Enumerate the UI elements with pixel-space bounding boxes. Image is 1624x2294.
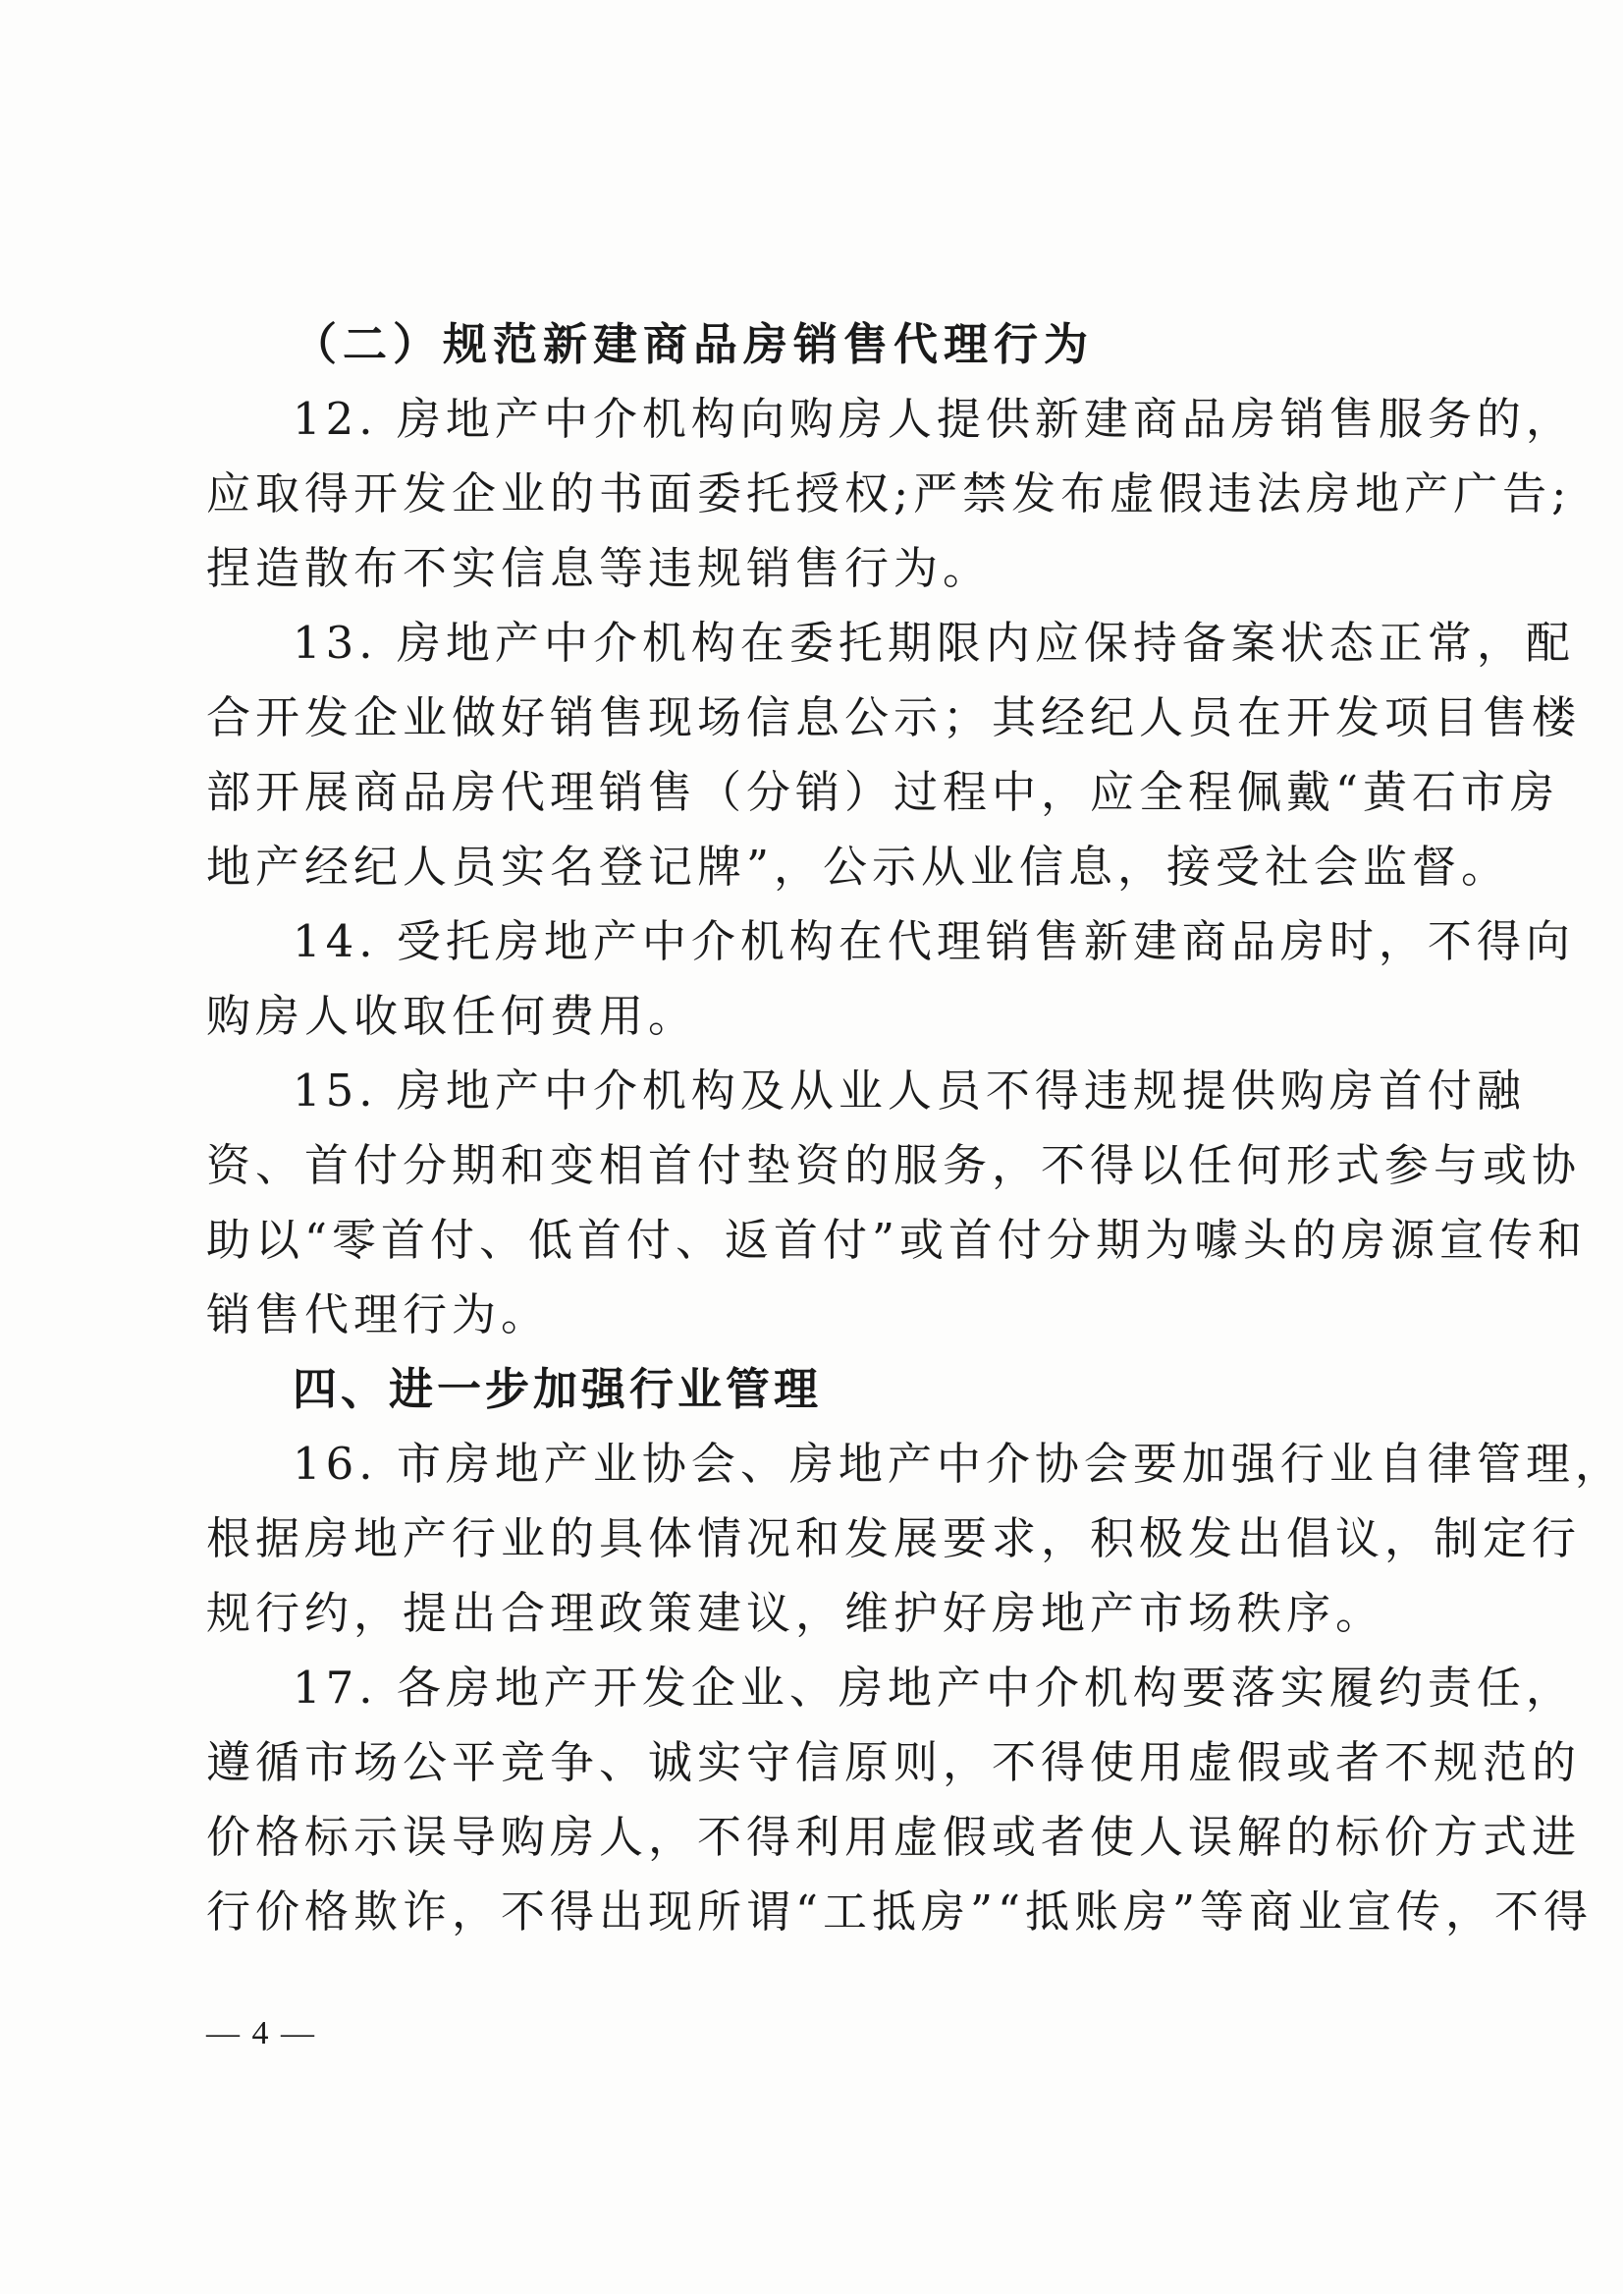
paragraph-line: 合开发企业做好销售现场信息公示；其经纪人员在开发项目售楼 <box>206 691 1582 743</box>
page-number: — 4 — <box>206 2015 316 2051</box>
paragraph-line: 15. 房地产中介机构及从业人员不得违规提供购房首付融 <box>293 1065 1526 1117</box>
paragraph-line: 应取得开发企业的书面委托授权;严禁发布虚假违法房地产广告; <box>206 467 1572 519</box>
paragraph-line: 购房人收取任何费用。 <box>206 990 698 1042</box>
paragraph-line: 13. 房地产中介机构在委托期限内应保持备案状态正常，配 <box>293 617 1575 669</box>
paragraph-line: 规行约，提出合理政策建议，维护好房地产市场秩序。 <box>206 1587 1385 1639</box>
paragraph-line: 根据房地产行业的具体情况和发展要求，积极发出倡议，制定行 <box>206 1512 1582 1564</box>
paragraph-line: 捏造散布不实信息等违规销售行为。 <box>206 542 993 594</box>
paragraph-line: 16. 市房地产业协会、房地产中介协会要加强行业自律管理， <box>293 1438 1624 1490</box>
paragraph-line: 地产经纪人员实名登记牌”，公示从业信息，接受社会监督。 <box>206 841 1511 893</box>
paragraph-line: 价格标示误导购房人，不得利用虚假或者使人误解的标价方式进 <box>206 1811 1582 1863</box>
paragraph-line: 助以“零首付、低首付、返首付”或首付分期为噱头的房源宣传和 <box>206 1214 1588 1266</box>
paragraph-line: 14. 受托房地产中介机构在代理销售新建商品房时，不得向 <box>293 915 1575 967</box>
paragraph-line: 行价格欺诈，不得出现所谓“工抵房”“抵账房”等商业宣传，不得 <box>206 1885 1594 1938</box>
paragraph-line: 遵循市场公平竞争、诚实守信原则，不得使用虚假或者不规范的 <box>206 1736 1582 1788</box>
section-heading: （二）规范新建商品房销售代理行为 <box>293 318 1095 370</box>
document-body <box>206 307 1624 1949</box>
section-heading: 四、进一步加强行业管理 <box>293 1363 823 1415</box>
paragraph-line: 部开展商品房代理销售（分销）过程中，应全程佩戴“黄石市房 <box>206 766 1560 818</box>
paragraph-line: 17. 各房地产开发企业、房地产中介机构要落实履约责任， <box>293 1662 1575 1714</box>
paragraph-line: 12. 房地产中介机构向购房人提供新建商品房销售服务的， <box>293 393 1575 445</box>
paragraph-line: 资、首付分期和变相首付垫资的服务，不得以任何形式参与或协 <box>206 1139 1582 1191</box>
paragraph-line: 销售代理行为。 <box>206 1288 551 1340</box>
